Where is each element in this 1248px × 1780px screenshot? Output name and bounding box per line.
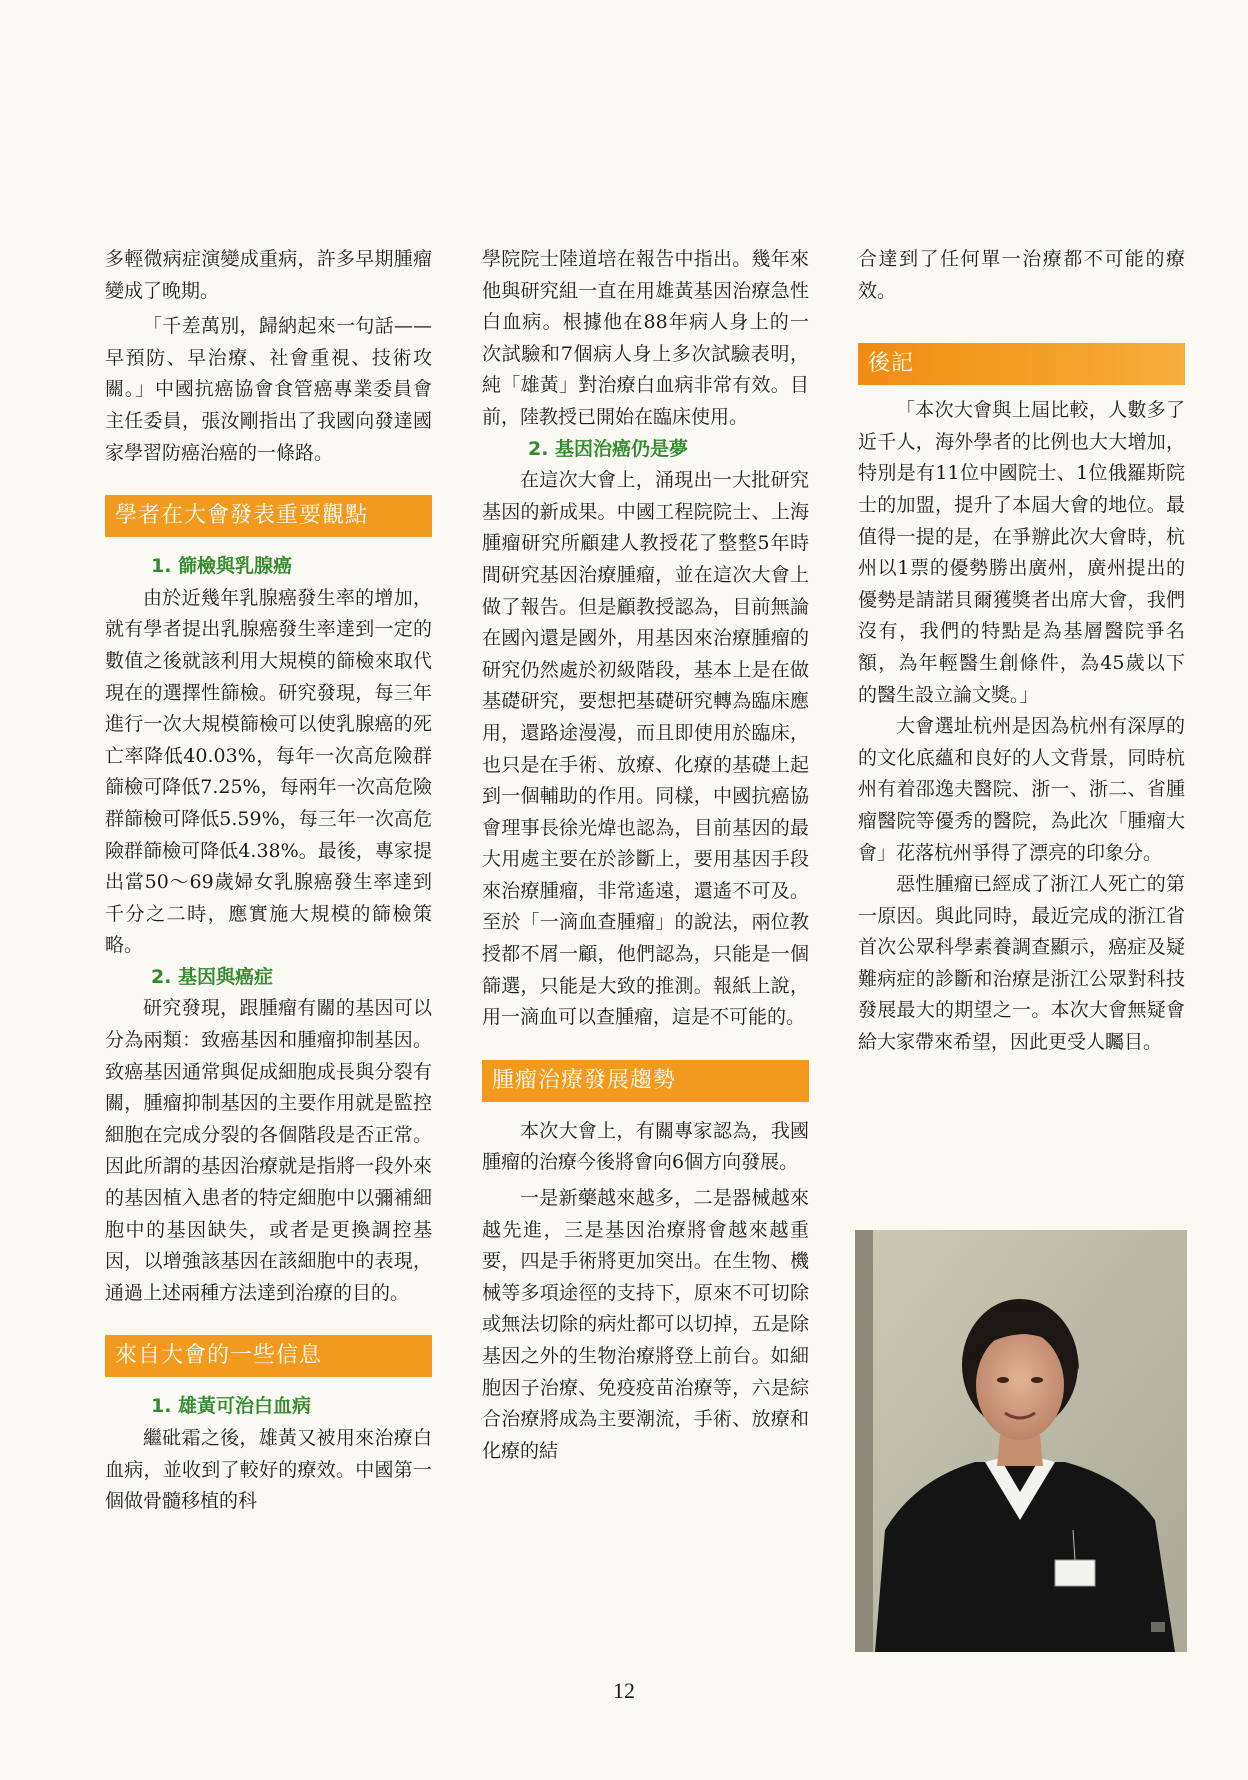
section-banner-info: 來自大會的一些信息 xyxy=(105,1335,432,1377)
paragraph-genes: 研究發現，跟腫瘤有關的基因可以分為兩類：致癌基因和腫瘤抑制基因。致癌基因通常與促成細胞成長與分裂有關，腫瘤抑制基因的主要作用就是監控細胞在完成分裂的各個階段是否正常。因此所謂的基因治療就是指將一段外來的基因植入患者的特定細胞中以彌補細胞中的基因缺失，或者是更換調控基因，以增強該基因在該細胞中的表現，通過上述兩種方法達到治療的目的。 xyxy=(105,997,432,1304)
page-number: 12 xyxy=(613,1678,635,1703)
paragraph-arsenic: 繼砒霜之後，雄黃又被用來治療白血病，並收到了較好的療效。中國第一個做骨髓移植的科 xyxy=(105,1427,432,1513)
portrait-photo xyxy=(855,1230,1187,1652)
paragraph-trends-intro: 本次大會上，有關專家認為，我國腫瘤的治療今後將會向6個方向發展。 xyxy=(482,1119,809,1174)
paragraph-continued: 學院院士陸道培在報告中指出。幾年來他與研究組一直在用雄黃基因治療急性白血病。根據他在88年病人身上的一次試驗和7個病人身上多次試驗表明，純「雄黃」對治療白血病非常有效。目前，陸教授已開始在臨床使用。 xyxy=(482,248,809,428)
paragraph-continued: 合達到了任何單一治療都不可能的療效。 xyxy=(858,248,1185,302)
paragraph-quote: 「千差萬別，歸納起來一句話——早預防、早治療、社會重視、技術攻關。」中國抗癌協會食管癌專業委員會主任委員，張汝剛指出了我國向發達國家學習防癌治癌的一條路。 xyxy=(105,315,432,464)
section-banner-afterword: 後記 xyxy=(858,343,1185,385)
section-banner-scholars: 學者在大會發表重要觀點 xyxy=(105,495,432,537)
section-banner-trends: 腫瘤治療發展趨勢 xyxy=(482,1060,809,1102)
paragraph-trends-list: 一是新藥越來越多，二是器械越來越先進，三是基因治療將會越來越重要，四是手術將更加突出。在生物、機械等多項途徑的支持下，原來不可切除或無法切除的病灶都可以切掉，五是除基因之外的生物治療將登上前台。如細胞因子治療、免疫疫苗治療等，六是綜合治療將成為主要潮流，手術、放療和化療的結 xyxy=(482,1187,809,1462)
paragraph-afterword-zhejiang: 惡性腫瘤已經成了浙江人死亡的第一原因。與此同時，最近完成的浙江省首次公眾科學素養調查顯示，癌症及疑難病症的診斷和治療是浙江公眾對科技發展最大的期望之一。本次大會無疑會給大家帶來希望，因此更受人矚目。 xyxy=(858,873,1185,1054)
column-left xyxy=(105,244,432,1518)
subheading-genes: 2. 基因與癌症 xyxy=(151,965,274,988)
paragraph-screening: 由於近幾年乳腺癌發生率的增加，就有學者提出乳腺癌發生率達到一定的數值之後就該利用大規模的篩檢來取代現在的選擇性篩檢。研究發現，每三年進行一次大規模篩檢可以使乳腺癌的死亡率降低40.03%，每年一次高危險群篩檢可降低7.25%，每兩年一次高危險群篩檢可降低5.59%，每三年一次高危險群篩檢可降低4.38%。最後，專家提出當50～69歲婦女乳腺癌發生率達到千分之二時，應實施大規模的篩檢策略。 xyxy=(105,586,432,957)
paragraph-afterword-hangzhou: 大會選址杭州是因為杭州有深厚的的文化底蘊和良好的人文背景，同時杭州有着邵逸夫醫院、浙一、浙二、省腫瘤醫院等優秀的醫院，為此次「腫瘤大會」花落杭州爭得了漂亮的印象分。 xyxy=(858,715,1185,864)
column-right xyxy=(858,244,1185,1059)
paragraph-afterword-quote: 「本次大會與上屆比較，人數多了近千人，海外學者的比例也大大增加，特別是有11位中國院士、1位俄羅斯院士的加盟，提升了本屆大會的地位。最值得一提的是，在爭辦此次大會時，杭州以1票的優勢勝出廣州，廣州提出的優勢是請諾貝爾獲獎者出席大會，我們沒有，我們的特點是為基層醫院爭名額，為年輕醫生創條件，為45歲以下的醫生設立論文獎。」 xyxy=(858,399,1185,706)
subheading-screening: 1. 篩檢與乳腺癌 xyxy=(151,555,293,578)
paragraph-intro: 多輕微病症演變成重病，許多早期腫瘤變成了晚期。 xyxy=(105,248,432,302)
subheading-arsenic: 1. 雄黃可治白血病 xyxy=(151,1395,312,1418)
subheading-gene-therapy-dream: 2. 基因治癌仍是夢 xyxy=(528,437,689,460)
column-middle xyxy=(482,244,809,1467)
paragraph-gene-therapy-dream: 在這次大會上，涌現出一大批研究基因的新成果。中國工程院院士、上海腫瘤研究所顧建人教授花了整整5年時間研究基因治療腫瘤，並在這次大會上做了報告。但是顧教授認為，目前無論在國內還是國外，用基因來治療腫瘤的研究仍然處於初級階段，基本上是在做基礎研究，要想把基礎研究轉為臨床應用，還路途漫漫，而且即使用於臨床，也只是在手術、放療、化療的基礎上起到一個輔助的作用。同樣，中國抗癌協會理事長徐光煒也認為，目前基因的最大用處主要在於診斷上，要用基因手段來治療腫瘤，非常遙遠，還遙不可及。至於「一滴血查腫瘤」的說法，兩位教授都不屑一顧，他們認為，只能是一個篩選，只能是大致的推測。報紙上說，用一滴血可以查腫瘤，這是不可能的。 xyxy=(482,469,809,1029)
